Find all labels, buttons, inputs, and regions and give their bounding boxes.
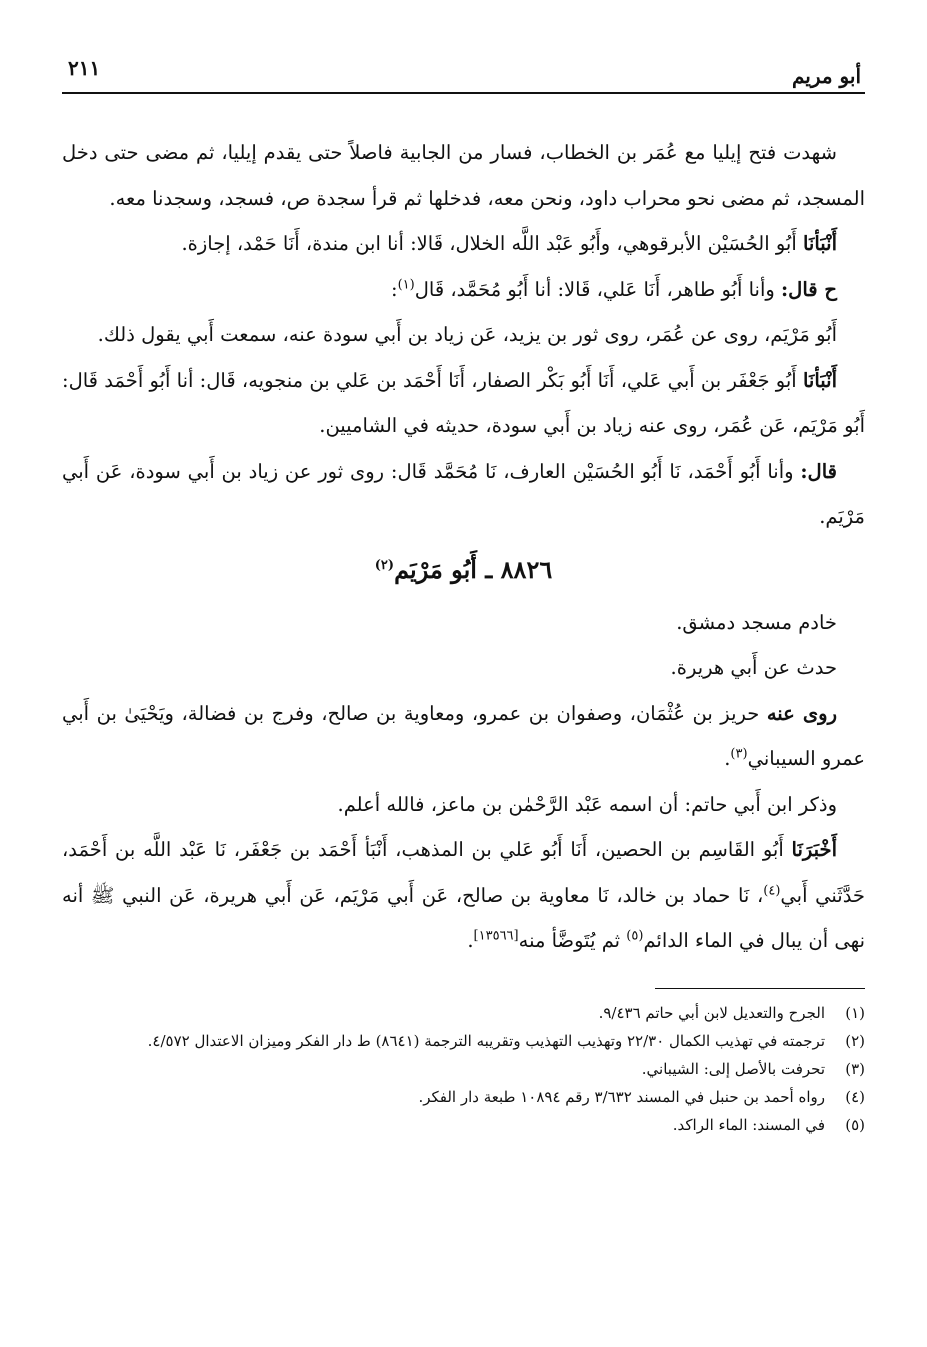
paragraph-11-text-b: ، نَا حماد بن خالد، نَا معاوية بن صالح، عَن أَبي مَرْيَم، عَن أَبي هريرة، عَن النبي ﷺ أنه نهى أن يبال في الماء الدائم: [62, 883, 865, 952]
paragraph-11-text-a: أَبُو القَاسِم بن الحصين، أَنَا أَبُو عَلي بن المذهب، أَنْبَأ أَحْمَد بن جَعْفَر، نَا عَبْد اللَّه بن أَحْمَد، حَدَّثَني أَبي: [62, 838, 865, 907]
paragraph-8: [62, 645, 865, 691]
footnote-number: (١): [845, 1003, 865, 1022]
running-title: أبو مريم: [791, 64, 861, 88]
footnotes: [62, 999, 865, 1139]
footnotes-divider: [655, 988, 865, 989]
paragraph-9-end: .: [724, 747, 731, 770]
isnad-lead: روى عنه: [766, 701, 837, 725]
entry-heading-text: ٨٨٢٦ ـ أَبُو مَرْيَم: [394, 554, 553, 584]
footnote-2: [62, 1027, 865, 1055]
paragraph-3: [62, 267, 865, 313]
isnad-lead: أَنْبَأنَا: [802, 368, 837, 392]
footnote-text: في المسند: الماء الراكد.: [672, 1115, 825, 1134]
page-header: [62, 52, 865, 94]
footnote-text: رواه أحمد بن حنبل في المسند ٣/٦٣٢ رقم ١٠٨٩٤ طبعة دار الفكر.: [418, 1087, 825, 1106]
paragraph-8-text: حدث عن أَبي هريرة.: [670, 656, 837, 679]
paragraph-5-text: أَبُو جَعْفَر بن أَبي عَلي، أَنَا أَبُو بَكْر الصفار، أَنَا أَحْمَد بن عَلي بن منجويه، قَال: أنا أَبُو أَحْمَد قَال: أَبُو مَرْيَم، عَن عُمَر، روى عنه زياد بن أَبي سودة، حديثه في الشاميين.: [62, 368, 865, 437]
paragraph-7: [62, 600, 865, 646]
footnote-text: تحرفت بالأصل إلى: الشيباني.: [641, 1059, 825, 1078]
paragraph-2: [62, 221, 865, 267]
paragraph-1-text: شهدت فتح إيليا مع عُمَر بن الخطاب، فسار من الجابية فاصلاً حتى يقدم إيليا، ثم مضى حتى دخل المسجد، ثم مضى نحو محراب داود، ونحن معه، فدخلها ثم قرأ سجدة ص، فسجد، وسجدنا معه.: [62, 141, 865, 210]
isnad-lead: أَخْبَرَنَا: [791, 838, 837, 861]
footnote-ref-4[interactable]: (٤): [763, 883, 781, 898]
paragraph-2-text: أَبُو الحُسَيْن الأبرقوهي، وأَبُو عَبْد اللَّه الخلال، قَالا: أنا ابن مندة، أَنَا حَمْد، إجازة.: [181, 232, 803, 255]
paragraph-11-text-c: ثم يُتَوضَّأ منه: [518, 929, 627, 952]
paragraph-9-text: حريز بن عُثْمَان، وصفوان بن عمرو، ومعاوية بن صالح، وفرج بن فضالة، ويَحْيَىٰ بن أَبي عمرو السيباني: [62, 701, 865, 770]
paragraph-11: [62, 827, 865, 964]
footnote-ref-1[interactable]: (١): [397, 277, 415, 292]
isnad-lead: ح قال:: [780, 277, 837, 301]
entry-heading: [62, 540, 865, 600]
footnote-4: [62, 1083, 865, 1111]
footnote-number: (٣): [845, 1059, 865, 1078]
isnad-lead: أَنْبَأنَا: [802, 232, 837, 255]
footnote-number: (٤): [845, 1087, 865, 1106]
footnote-text: ترجمته في تهذيب الكمال ٢٢/٣٠ وتهذيب التهذيب وتقريبه الترجمة (٨٦٤١) ط دار الفكر وميزان الاعتدال ٤/٥٧٢.: [147, 1031, 825, 1050]
footnote-ref-2[interactable]: (٢): [374, 557, 395, 573]
paragraph-1: [62, 130, 865, 221]
paragraph-3-text: وأنا أَبُو طاهر، أَنَا عَلي، قَالا: أنا أَبُو مُحَمَّد، قَال: [414, 277, 781, 301]
footnote-3: [62, 1055, 865, 1083]
paragraph-6-text: وأنا أَبُو أَحْمَد، نَا أَبُو الحُسَيْن العارف، نَا مُحَمَّد قَال: روى ثور عن زياد بن أَبي سودة، عَن أَبي مَرْيَم.: [62, 459, 865, 528]
isnad-lead: قال:: [800, 459, 837, 483]
paragraph-10: [62, 782, 865, 828]
footnote-1: [62, 999, 865, 1027]
paragraph-6: [62, 449, 865, 540]
hadith-number: [١٣٥٦٦]: [473, 928, 519, 944]
paragraph-3-end: :: [391, 277, 398, 301]
main-text: [62, 130, 865, 964]
footnote-ref-5[interactable]: (٥): [626, 928, 644, 944]
page-number: ٢١١: [68, 56, 101, 80]
paragraph-4: [62, 312, 865, 358]
paragraph-10-text: وذكر ابن أَبي حاتم: أن اسمه عَبْد الرَّحْمٰن بن ماعز، فالله أعلم.: [337, 792, 837, 816]
footnote-number: (٥): [845, 1115, 865, 1134]
book-page: [62, 52, 865, 1139]
paragraph-4-text: أَبُو مَرْيَم، روى عن عُمَر، روى ثور بن يزيد، عَن زياد بن أَبي سودة عنه، سمعت أَبي يقول ذلك.: [97, 323, 837, 346]
paragraph-5: [62, 358, 865, 449]
footnote-5: [62, 1111, 865, 1139]
paragraph-7-text: خادم مسجد دمشق.: [676, 610, 837, 634]
footnote-ref-3[interactable]: (٣): [730, 746, 748, 762]
footnote-text: الجرح والتعديل لابن أبي حاتم ٩/٤٣٦.: [598, 1003, 825, 1022]
footnote-number: (٢): [845, 1031, 865, 1050]
paragraph-9: [62, 691, 865, 782]
paragraph-11-end: .: [467, 929, 474, 952]
